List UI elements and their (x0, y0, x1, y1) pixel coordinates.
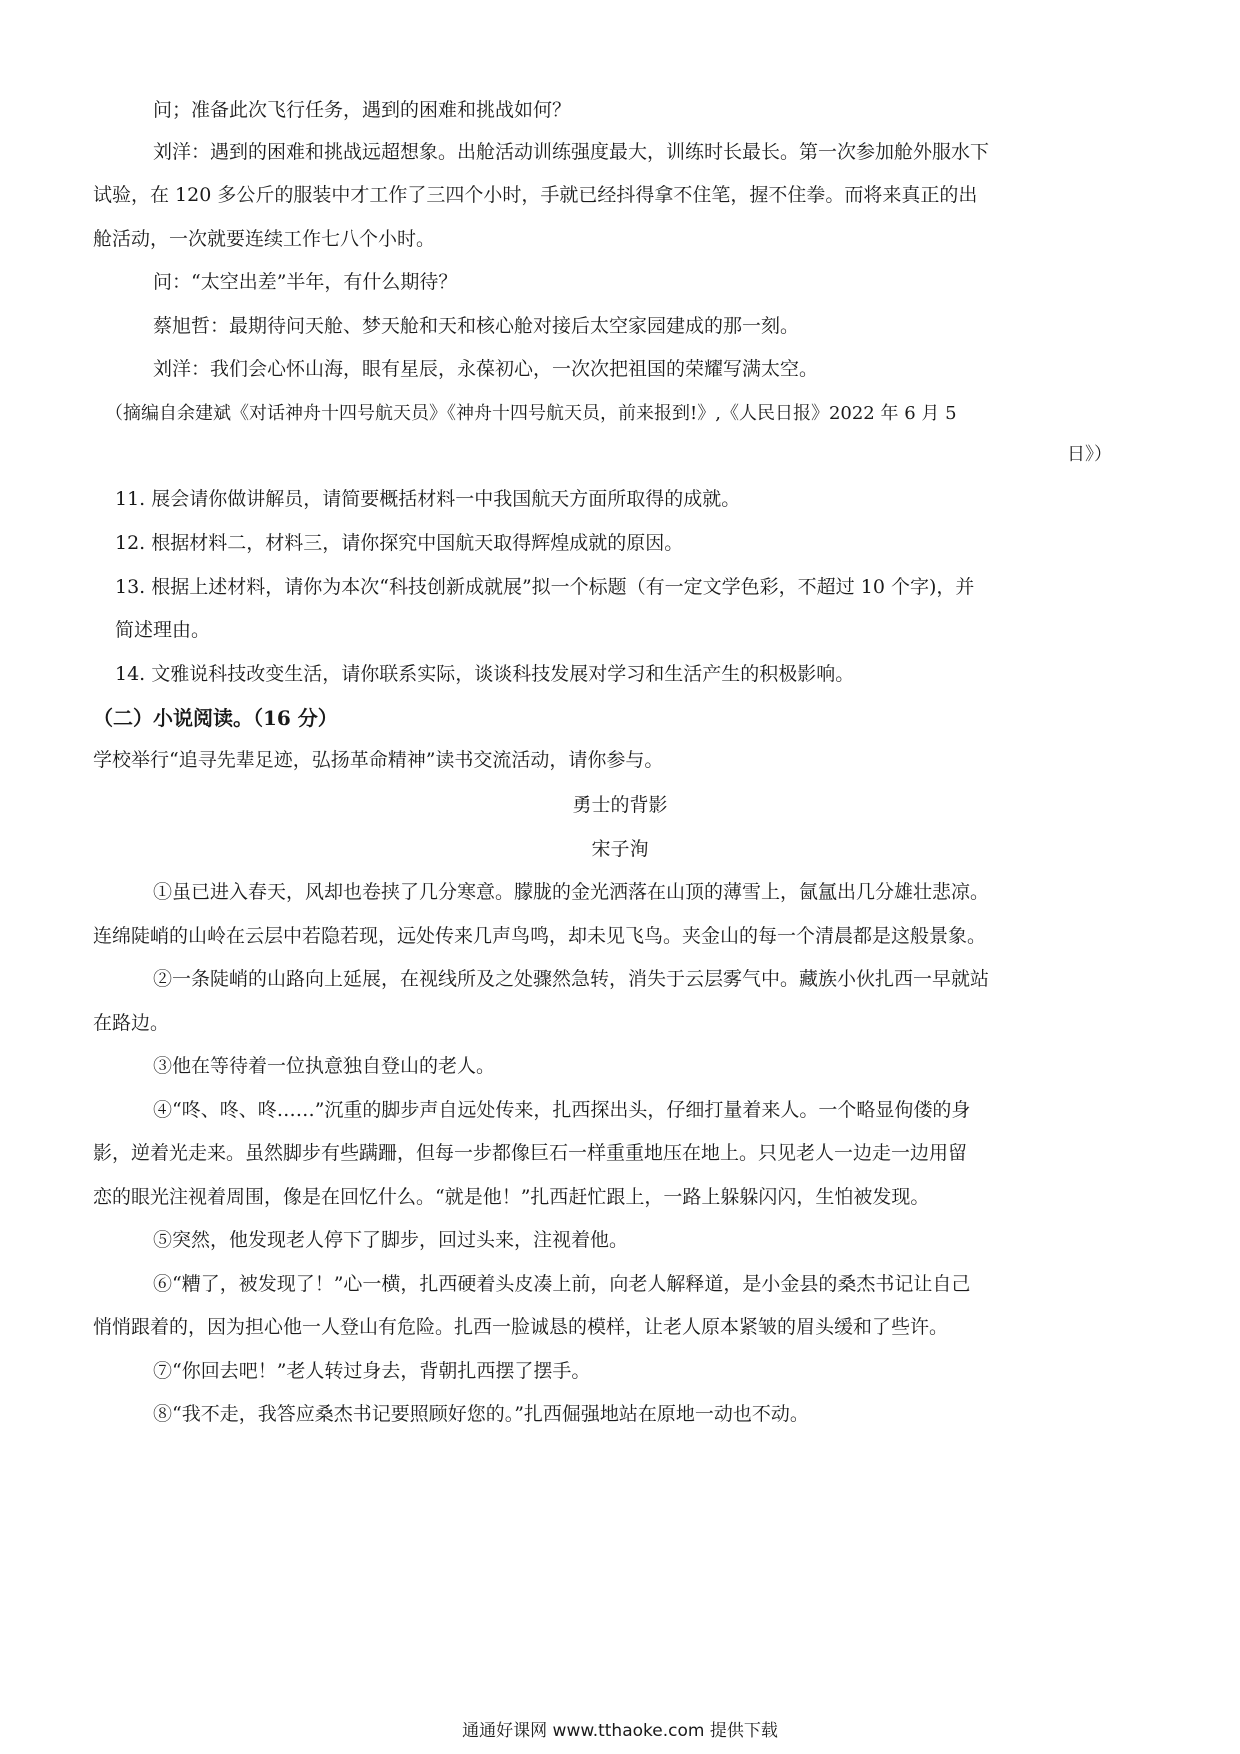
interview-line-4: 舱活动，一次就要连续工作七八个小时。 (93, 228, 436, 250)
question-12: 12. 根据材料二，材料三，请你探究中国航天取得辉煌成就的原因。 (115, 532, 684, 554)
story-line-5: ③他在等待着一位执意独自登山的老人。 (153, 1055, 496, 1077)
question-13-cont: 简述理由。 (115, 619, 211, 641)
story-line-9: ⑤突然，他发现老人停下了脚步，回过头来，注视着他。 (153, 1229, 629, 1251)
interview-line-1: 问；准备此次飞行任务，遇到的困难和挑战如何？ (153, 99, 572, 121)
activity-intro: 学校举行“追寻先辈足迹，弘扬革命精神”读书交流活动，请你参与。 (93, 749, 664, 771)
story-line-7: 影，逆着光走来。虽然脚步有些蹒跚，但每一步都像巨石一样重重地压在地上。只见老人一边走一边用留 (93, 1142, 968, 1164)
page-footer: 通通好课网 www.tthaoke.com 提供下载 (462, 1721, 778, 1741)
story-line-4: 在路边。 (93, 1012, 170, 1034)
question-13: 13. 根据上述材料，请你为本次“科技创新成就展”拟一个标题（有一定文学色彩，不超过 10 个字)，并 (115, 576, 975, 598)
story-line-2: 连绵陡峭的山岭在云层中若隐若现，远处传来几声鸟鸣，却未见飞鸟。夹金山的每一个清晨都是这般景象。 (93, 925, 987, 947)
interview-line-5: 问：“太空出差”半年，有什么期待？ (153, 271, 458, 293)
story-line-11: 悄悄跟着的，因为担心他一人登山有危险。扎西一脸诚恳的模样，让老人原本紧皱的眉头缓和了些许。 (93, 1316, 949, 1338)
story-line-12: ⑦“你回去吧！”老人转过身去，背朝扎西摆了摆手。 (153, 1360, 591, 1382)
question-11: 11. 展会请你做讲解员，请简要概括材料一中我国航天方面所取得的成就。 (115, 488, 741, 510)
citation-line-2: 日》） (1067, 444, 1112, 465)
story-author: 宋子洵 (591, 838, 649, 860)
story-line-1: ①虽已进入春天，风却也卷挟了几分寒意。朦胧的金光洒落在山顶的薄雪上，氤氲出几分雄壮悲凉。 (153, 881, 990, 903)
question-14: 14. 文雅说科技改变生活，请你联系实际，谈谈科技发展对学习和生活产生的积极影响。 (115, 663, 855, 685)
interview-line-7: 刘洋：我们会心怀山海，眼有星辰，永葆初心，一次次把祖国的荣耀写满太空。 (153, 358, 819, 380)
story-line-13: ⑧“我不走，我答应桑杰书记要照顾好您的。”扎西倔强地站在原地一动也不动。 (153, 1403, 809, 1425)
story-line-3: ②一条陡峭的山路向上延展，在视线所及之处骤然急转，消失于云层雾气中。藏族小伙扎西一早就站 (153, 968, 990, 990)
section-heading: （二）小说阅读。（16 分） (93, 706, 338, 730)
story-line-10: ⑥“糟了，被发现了！”心一横，扎西硬着头皮凑上前，向老人解释道，是小金县的桑杰书记让自己 (153, 1273, 971, 1295)
interview-line-6: 蔡旭哲：最期待问天舱、梦天舱和天和核心舱对接后太空家园建成的那一刻。 (153, 315, 800, 337)
story-line-8: 恋的眼光注视着周围，像是在回忆什么。“就是他！”扎西赶忙跟上，一路上躲躲闪闪，生怕被发现。 (93, 1186, 930, 1208)
story-line-6: ④“咚、咚、咚……”沉重的脚步声自远处传来，扎西探出头，仔细打量着来人。一个略显佝偻的身 (153, 1099, 971, 1121)
story-title: 勇士的背影 (572, 794, 668, 816)
interview-line-2: 刘洋：遇到的困难和挑战远超想象。出舱活动训练强度最大，训练时长最长。第一次参加舱外服水下 (153, 141, 990, 163)
interview-line-3: 试验，在 120 多公斤的服装中才工作了三四个小时，手就已经抖得拿不住笔，握不住拳。而将来真正的出 (93, 184, 978, 206)
citation-line-1: （摘编自余建斌《对话神舟十四号航天员》《神舟十四号航天员，前来报到!》,《人民日报》2022 年 6 月 5 (105, 403, 957, 424)
